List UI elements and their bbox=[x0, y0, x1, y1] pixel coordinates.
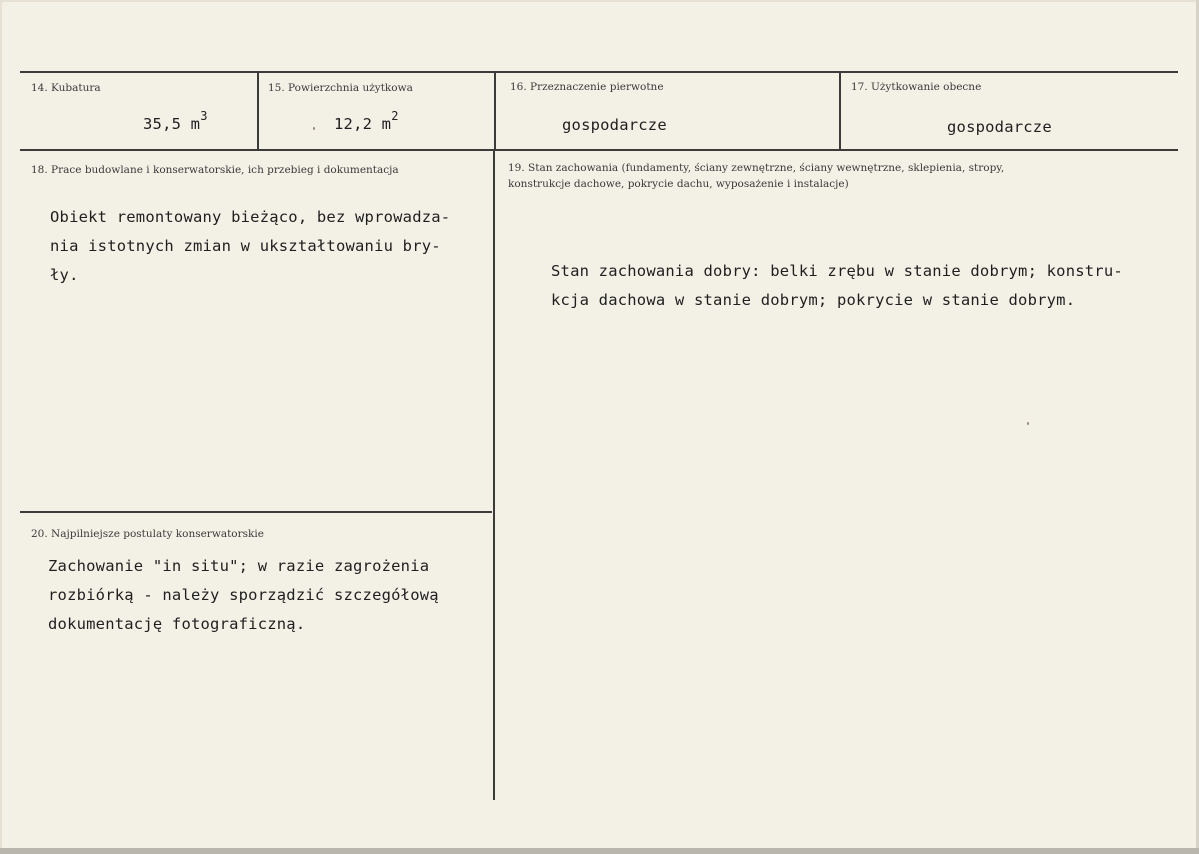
field-18-line: ły. bbox=[50, 266, 79, 284]
field-15-value bbox=[334, 109, 399, 134]
divider-14-15 bbox=[257, 73, 259, 149]
divider-15-16 bbox=[494, 73, 496, 149]
powierzchnia-unit-exponent: 2 bbox=[391, 109, 399, 123]
row1-bottom-rule bbox=[20, 149, 1178, 151]
card-bottom-edge bbox=[0, 848, 1199, 854]
paper-speck bbox=[313, 127, 315, 130]
field-19-label-line1: 19. Stan zachowania (fundamenty, ściany zewnętrzne, ściany wewnętrzne, sklepienia, stropy, bbox=[508, 162, 1005, 174]
field-19-line: Stan zachowania dobry: belki zrębu w stanie dobrym; konstru- bbox=[551, 262, 1123, 280]
section-18-20-rule bbox=[20, 511, 492, 513]
field-18-label: 18. Prace budowlane i konserwatorskie, ich przebieg i dokumentacja bbox=[31, 164, 399, 176]
field-18-line: Obiekt remontowany bieżąco, bez wprowadza- bbox=[50, 208, 451, 226]
field-19-label-line2: konstrukcje dachowe, pokrycie dachu, wyposażenie i instalacje) bbox=[508, 178, 849, 190]
field-20-label: 20. Najpilniejsze postulaty konserwatorskie bbox=[31, 528, 264, 540]
divider-16-17 bbox=[839, 73, 841, 149]
field-20-text bbox=[48, 552, 439, 639]
field-20-line: dokumentację fotograficzną. bbox=[48, 615, 306, 633]
field-20-line: Zachowanie "in situ"; w razie zagrożenia bbox=[48, 557, 430, 575]
field-19-text bbox=[551, 257, 1123, 315]
top-rule bbox=[20, 71, 1178, 73]
field-17-value: gospodarcze bbox=[947, 118, 1052, 136]
kubatura-unit-exponent: 3 bbox=[200, 109, 208, 123]
field-18-line: nia istotnych zmian w ukształtowaniu bry- bbox=[50, 237, 441, 255]
powierzchnia-value: 12,2 m bbox=[334, 115, 392, 134]
divider-left-right bbox=[493, 150, 495, 800]
field-16-label: 16. Przeznaczenie pierwotne bbox=[510, 81, 664, 93]
field-18-text bbox=[50, 203, 450, 290]
field-17-label: 17. Użytkowanie obecne bbox=[851, 81, 982, 93]
field-20-line: rozbiórką - należy sporządzić szczegółową bbox=[48, 586, 439, 604]
field-14-label: 14. Kubatura bbox=[31, 82, 101, 94]
kubatura-value: 35,5 m bbox=[143, 115, 201, 134]
field-16-value: gospodarcze bbox=[562, 116, 667, 134]
paper-speck bbox=[1027, 422, 1029, 425]
field-14-value bbox=[143, 109, 208, 134]
field-19-line: kcja dachowa w stanie dobrym; pokrycie w stanie dobrym. bbox=[551, 291, 1076, 309]
field-15-label: 15. Powierzchnia użytkowa bbox=[268, 82, 413, 94]
